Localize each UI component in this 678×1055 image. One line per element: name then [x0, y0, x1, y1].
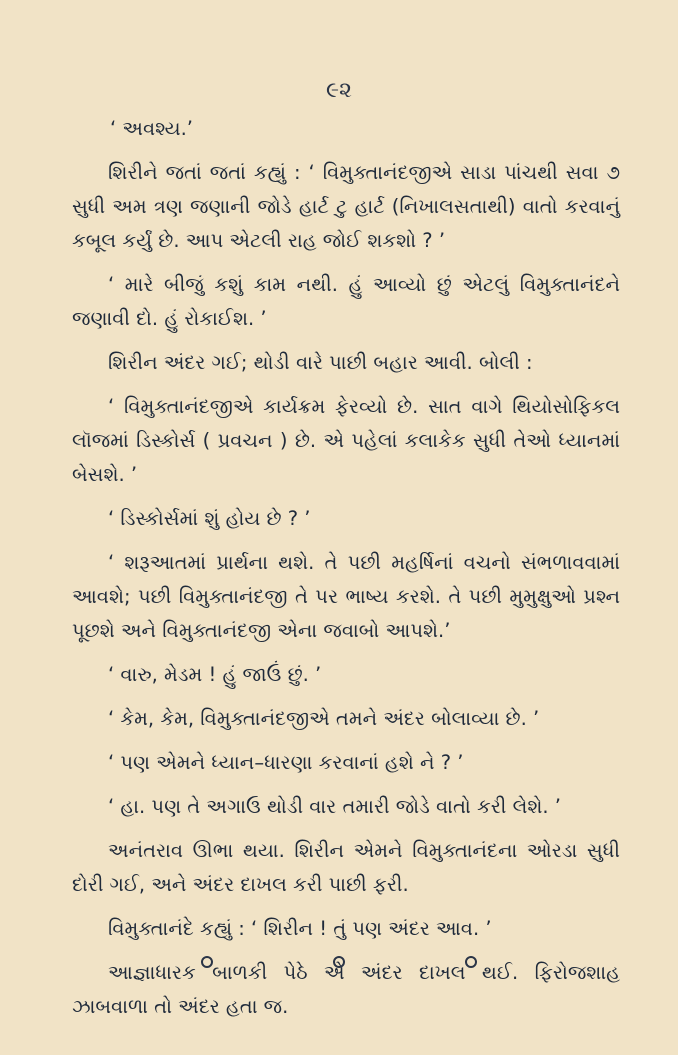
paragraph: ‘ મારે બીજું કશું કામ નથી. હું આવ્યો છું એટલું વિમુક્તાનંદને જણાવી દો. હું રોકાઈશ. ’ — [72, 273, 620, 330]
paragraph: ‘ ડિસ્કોર્સમાં શું હોય છે ? ’ — [108, 507, 311, 530]
paragraph: ‘ હા. પણ તે અગાઉ થોડી વાર તમારી જોડે વાતો કરી લેશે. ’ — [108, 795, 561, 818]
paragraph: અનંતરાવ ઊભા થયા. શિરીન એમને વિમુક્તાનંદના ઓરડા સુધી દોરી ગઈ, અને અંદર દાખલ કરી પાછી ફરી. — [72, 839, 620, 896]
paragraph: શિરીન અંદર ગઈ; થોડી વારે પાછી બહાર આવી. બોલી : — [108, 351, 533, 374]
body-text — [72, 112, 620, 1034]
page-number: ૯૨ — [326, 78, 352, 103]
paragraph: ‘ શરૂઆતમાં પ્રાર્થના થશે. તે પછી મહર્ષિનાં વચનો સંભળાવવામાં આવશે; પછી વિમુક્તાનંદજી તે પર ભાષ્ય કરશે. તે પછી મુમુક્ષુઓ પ્રશ્ન પૂછશે અને વિમુક્તાનંદજી એના જવાબો આપશે.’ — [72, 551, 620, 642]
paragraph: ‘ વિમુક્તાનંદજીએ કાર્યક્રમ ફેરવ્યો છે. સાત વાગે થિયોસોફિકલ લૉજમાં ડિસ્કોર્સ ( પ્રવચન ) છે. એ પહેલાં કલાકેક સુધી તેઓ ધ્યાનમાં બેસશે. ’ — [72, 395, 620, 486]
paragraph: ‘ વારુ, મેડમ ! હું જાઉં છું. ’ — [108, 663, 322, 686]
paragraph: ‘ પણ એમને ધ્યાન–ધારણા કરવાનાં હશે ને ? ’ — [108, 751, 464, 774]
ornament-circle-icon — [201, 956, 213, 968]
section-ornaments — [0, 956, 678, 968]
paragraph: ‘ અવશ્ય.’ — [110, 117, 193, 140]
paragraph: ‘ કેમ, કેમ, વિમુક્તાનંદજીએ તમને અંદર બોલાવ્યા છે. ’ — [108, 707, 540, 730]
paragraph: આજ્ઞાધારક બાળકી પેઠે એ અંદર દાખલ થઈ. ફિરોજશાહ ઝાબવાળા તો અંદર હતા જ. — [72, 961, 620, 1018]
paragraph: વિમુક્તાનંદે કહ્યું : ‘ શિરીન ! તું પણ અંદર આવ. ’ — [108, 917, 492, 940]
ornament-circle-icon — [333, 956, 345, 968]
ornament-circle-icon — [465, 956, 477, 968]
paragraph: શિરીને જતાં જતાં કહ્યું : ‘ વિમુક્તાનંદજીએ સાડા પાંચથી સવા ૭ સુધી અમ ત્રણ જણાની જોડે હાર્ટ ટુ હાર્ટ (નિખાલસતાથી) વાતો કરવાનું કબૂલ કર્યું છે. આપ એટલી રાહ જોઈ શકશો ? ’ — [72, 161, 620, 252]
